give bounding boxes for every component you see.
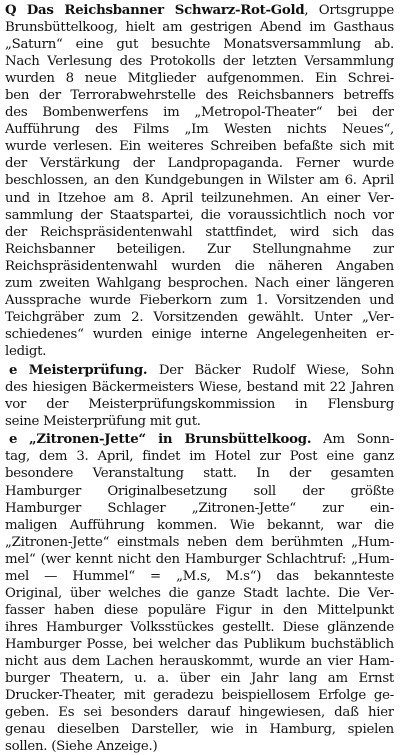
text-line: des hiesigen Bäckermeisters Wiese, bestand mit 22 Jahren xyxy=(5,379,394,395)
text-line: beschlossen, an den Kundgebungen in Wilster am 6. April xyxy=(5,173,394,189)
text-line: burger Theatern, u. a. über ein Jahr lang am Ernst xyxy=(5,671,394,687)
text-line: Teichgräber zum 2. Vorsitzenden gewählt. Unter „Ver- xyxy=(5,309,394,325)
article-reichsbanner xyxy=(5,2,394,360)
text-line: Aufführung des Films „Im Westen nichts Neues“, xyxy=(5,122,394,138)
paragraph-marker: e xyxy=(9,432,18,448)
text-line: geben. Es sei besonders darauf hingewiesen, daß hier xyxy=(5,705,394,721)
text-line: mel — Hummel“ = „M.s, M.s“) das bekannteste xyxy=(5,568,394,584)
article-heading: „Zitronen-Jette“ in Brunsbüttelkoog. xyxy=(29,432,312,448)
text-line: Brunsbüttelkoog, hielt am gestrigen Abend im Gasthaus xyxy=(5,20,394,36)
text-run: Am Sonn- xyxy=(311,432,394,448)
text-line: maligen Aufführung kommen. Wie bekannt, war die xyxy=(5,517,394,533)
text-line: tag, dem 3. April, findet im Hotel zur Post eine ganz xyxy=(5,449,394,465)
text-line: Drucker-Theater, mit geradezu beispiellosem Erfolge ge- xyxy=(5,688,394,704)
text-line: zum zweiten Wahlgang besprochen. Nach einer längeren xyxy=(5,275,394,291)
text-line: der Reichspräsidentenwahl stattfindet, wird sich das xyxy=(5,224,394,240)
text-line: „Saturn“ eine gut besuchte Monatsversammlung ab. xyxy=(5,37,394,53)
text-line: vor der Meisterprüfungskommission in Flensburg xyxy=(5,396,394,412)
text-line: schiedenes“ wurden einige interne Angelegenheiten er- xyxy=(5,326,394,342)
text-line: Hamburger Posse, bei welcher das Publikum buchstäblich xyxy=(5,636,394,652)
text-line: der Verstärkung der Landpropaganda. Ferner wurde xyxy=(5,156,394,172)
article-heading: Meisterprüfung. xyxy=(28,362,148,378)
article-zitronen-jette xyxy=(5,431,394,755)
text-line: ledigt. xyxy=(5,343,47,359)
text-line: wurde verlesen. Ein weiteres Schreiben befaßte sich mit xyxy=(5,139,394,155)
text-line: wurden 8 neue Mitglieder aufgenommen. Ein Schrei- xyxy=(5,71,394,87)
text-line: ihres Hamburger Volksstückes gestellt. Diese glänzende xyxy=(5,619,394,635)
article-meisterpruefung xyxy=(5,362,394,430)
text-line: genau dieselben Darsteller, wie in Hamburg, spielen xyxy=(5,722,394,738)
text-run: Der Bäcker Rudolf Wiese, Sohn xyxy=(147,362,394,378)
text-line: Nach Verlesung des Protokolls der letzten Versammlung xyxy=(5,54,394,70)
text-line: Aussprache wurde Fieberkorn zum 1. Vorsitzenden und xyxy=(5,292,394,308)
text-run: , Ortsgruppe xyxy=(304,3,394,18)
text-line: und in Itzehoe am 8. April teilzunehmen. An einer Ver- xyxy=(5,190,394,206)
article-heading: Das Reichsbanner Schwarz-Rot-Gold xyxy=(26,3,305,18)
text-line: sammlung der Staatspartei, die voraussichtlich noch vor xyxy=(5,207,394,223)
text-line: mel“ (wer kennt nicht den Hamburger Schlachtruf: „Hum- xyxy=(5,551,394,567)
text-line: nicht aus dem Lachen herauskommt, wurde an vier Ham- xyxy=(5,653,394,669)
text-line: des Bombenwerfens im „Metropol-Theater“ bei der xyxy=(5,105,394,121)
text-line: besondere Veranstaltung statt. In der gesamten xyxy=(5,466,394,482)
text-line: Hamburger Schlager „Zitronen-Jette“ zur ein- xyxy=(5,500,394,516)
text-line: ben der Terrorabwehrstelle des Reichsbanners betreffs xyxy=(5,88,394,104)
text-line xyxy=(5,2,394,19)
paragraph-marker: Q xyxy=(5,3,17,18)
text-line: Hamburger Originalbesetzung soll der größte xyxy=(5,483,394,499)
text-line: Original, über welches die ganze Stadt lachte. Die Ver- xyxy=(5,585,394,601)
text-line: Reichspräsidentenwahl wurden die näheren Angaben xyxy=(5,258,394,274)
text-line: fasser haben diese populäre Figur in den Mittelpunkt xyxy=(5,602,394,618)
text-line: sollen. (Siehe Anzeige.) xyxy=(5,739,158,755)
paragraph-marker: e xyxy=(9,362,18,378)
text-line xyxy=(5,362,394,379)
text-line: „Zitronen-Jette“ einstmals neben dem berühmten „Hum- xyxy=(5,534,394,550)
text-line xyxy=(5,431,394,448)
text-line: Reichsbanner beteiligen. Zur Stellungnahme zur xyxy=(5,241,394,257)
text-line: seine Meisterprüfung mit gut. xyxy=(5,413,201,429)
